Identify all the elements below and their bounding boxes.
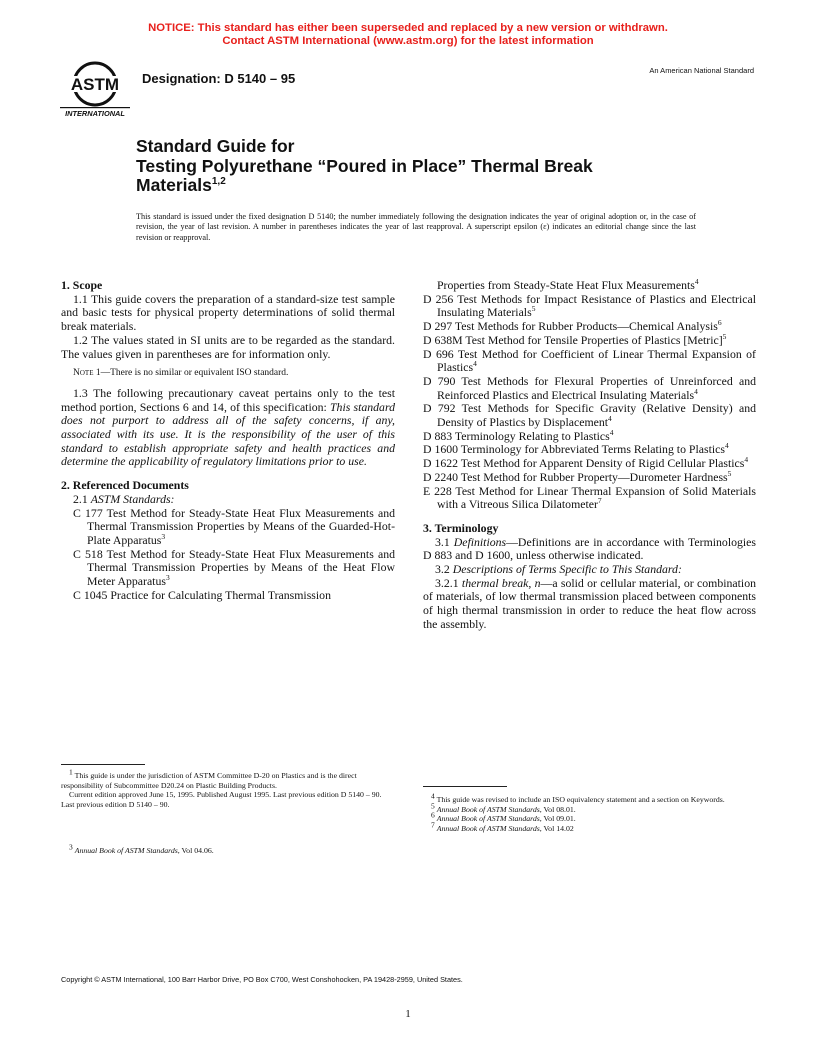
ref-text: C 1045 Practice for Calculating Thermal Transmission xyxy=(73,587,331,602)
footnote-1 xyxy=(61,767,395,790)
title-word: Materials xyxy=(136,175,212,195)
ref-text: E 228 Test Method for Linear Thermal Expansion of Solid Materials with a Vitreous Silica Dilatometer xyxy=(423,483,756,512)
footnote-7 xyxy=(423,819,756,834)
ref-text: D 1600 Terminology for Abbreviated Terms Relating to Plastics xyxy=(423,442,725,457)
ref-item xyxy=(423,331,756,348)
footnote-number: 5 xyxy=(431,800,435,810)
ref-item xyxy=(73,548,395,589)
logo-international-text: INTERNATIONAL xyxy=(65,109,125,118)
footnote-book: Annual Book of ASTM Standards xyxy=(436,804,540,814)
section-2-heading: 2. Referenced Documents xyxy=(61,478,189,493)
issuance-statement: This standard is issued under the fixed designation D 5140; the number immediately following the designation indicates the year of original adoption or, in the case of revision, the year of last revision. A number in parentheses indicates the year of last reapproval. A superscript epsilon (ε) indicates an editorial change since the last revision or reapproval. xyxy=(136,212,696,242)
ref-footnote: 3 xyxy=(165,573,170,583)
footnote-volume: , Vol 04.06. xyxy=(177,846,214,855)
withdrawal-notice xyxy=(0,22,816,48)
footnote-volume: , Vol 08.01. xyxy=(539,804,576,814)
footnote-number: 7 xyxy=(431,819,435,829)
notice-line-2: Contact ASTM International (www.astm.org) for the latest information xyxy=(222,35,594,47)
subsection-number: 3.1 xyxy=(435,534,450,549)
ref-item xyxy=(423,293,756,320)
terminology-3-1 xyxy=(423,536,756,563)
footnote-book: Annual Book of ASTM Standards xyxy=(74,846,178,855)
ref-text: Properties from Steady-State Heat Flux Measurements xyxy=(437,278,695,292)
ref-text: D 792 Test Methods for Specific Gravity (Relative Density) and Density of Plastics by Displacement xyxy=(423,401,756,430)
defined-term: thermal break, n xyxy=(461,575,541,590)
ref-item xyxy=(423,457,756,471)
astm-logo xyxy=(60,58,130,118)
definition-text: —a solid or cellular material, or combination of materials, of low thermal transmission placed between components of high thermal transmission in order to reduce the heat flow across the assembly. xyxy=(423,575,756,631)
footnote-4 xyxy=(423,791,756,805)
designation: Designation: D 5140 – 95 xyxy=(142,71,296,86)
note-label: Note xyxy=(73,368,94,379)
ref-continuation xyxy=(423,279,756,293)
subsection-label: ASTM Standards: xyxy=(90,491,175,506)
footnote-number: 3 xyxy=(69,842,73,852)
footnote-rule-right xyxy=(423,786,507,787)
title-line-1: Standard Guide for xyxy=(136,136,295,156)
ref-text: D 696 Test Method for Coefficient of Linear Thermal Expansion of Plastics xyxy=(423,346,756,375)
ref-footnote: 4 xyxy=(473,359,477,369)
footnote-book: Annual Book of ASTM Standards xyxy=(436,823,540,833)
title-footnote-ref: 1,2 xyxy=(211,176,226,188)
section-3-heading: 3. Terminology xyxy=(423,520,499,535)
ref-item xyxy=(73,589,395,603)
footnote-volume: , Vol 09.01. xyxy=(539,814,576,823)
title-line-3 xyxy=(136,176,696,196)
ref-footnote: 4 xyxy=(609,427,614,437)
note-1 xyxy=(73,367,395,381)
copyright-line: Copyright © ASTM International, 100 Barr Harbor Drive, PO Box C700, West Conshohocken, PA 19428-2959, United States. xyxy=(61,975,463,984)
ref-text: C 177 Test Method for Steady-State Heat Flux Measurements and Thermal Transmission Properties by Means of the Guarded-Hot-Plate Apparatus xyxy=(73,505,395,547)
ref-footnote: 6 xyxy=(717,318,722,328)
ref-item xyxy=(423,468,756,485)
ref-text: D 790 Test Methods for Flexural Properties of Unreinforced and Reinforced Plastics and Electrical Insulating Materials xyxy=(423,373,756,402)
astm-logo-icon xyxy=(60,58,130,118)
title-line-2: Testing Polyurethane “Poured in Place” Thermal Break xyxy=(136,155,593,176)
footnote-text: This guide is under the jurisdiction of ASTM Committee D-20 on Plastics and is the direct responsibility of Subcommittee D20.24 on Plastic Building Products. xyxy=(61,771,357,790)
ref-list-right xyxy=(423,293,756,512)
ref-item xyxy=(73,507,395,548)
subsection-label: Definitions xyxy=(453,534,507,549)
ref-footnote: 3 xyxy=(161,532,166,542)
document-title xyxy=(136,137,696,196)
right-column xyxy=(423,279,756,632)
footnote-3 xyxy=(61,842,395,856)
safety-caveat: This standard does not purport to address all of the safety concerns, if any, associated with its use. It is the responsibility of the user of this standard to establish appropriate safety and health practices and determine the applicability of regulatory limitations prior to use. xyxy=(61,399,396,469)
ref-text: D 883 Terminology Relating to Plastics xyxy=(423,428,610,443)
ref-footnote: 5 xyxy=(722,331,727,341)
ref-text: D 2240 Test Method for Rubber Property—Durometer Hardness xyxy=(423,469,728,484)
ref-footnote: 7 xyxy=(597,496,602,506)
subsection-label: Descriptions of Terms Specific to This Standard: xyxy=(452,562,682,577)
footnote-5 xyxy=(423,800,756,815)
ref-text: D 256 Test Methods for Impact Resistance of Plastics and Electrical Insulating Materials xyxy=(423,291,756,320)
notice-line-1: NOTICE: This standard has either been superseded and replaced by a new version or withdrawn. xyxy=(148,22,668,34)
svg-text:ASTM: ASTM xyxy=(70,75,120,94)
ref-item xyxy=(423,402,756,429)
ref-footnote: 5 xyxy=(531,304,536,314)
footnote-number: 6 xyxy=(431,810,435,820)
footnote-1-edition: Current edition approved June 15, 1995. Published August 1995. Last previous edition D 5140 – 90. Last previous edition D 5140 – 90. xyxy=(61,790,382,809)
ref-text: D 638M Test Method for Tensile Properties of Plastics [Metric] xyxy=(423,332,723,347)
footnote-text: This guide was revised to include an ISO equivalency statement and a section on Keywords. xyxy=(436,795,725,804)
subsection-text: —Definitions are in accordance with Terminologies D 883 and D 1600, unless otherwise indicated. xyxy=(423,534,756,563)
ref-text: D 297 Test Methods for Rubber Products—Chemical Analysis xyxy=(423,319,718,334)
ref-footnote: 4 xyxy=(724,441,729,451)
ref-list-left xyxy=(61,507,395,603)
footnote-number: 4 xyxy=(431,791,435,801)
ref-footnote: 4 xyxy=(744,455,749,465)
footnote-number: 1 xyxy=(69,767,73,777)
scope-1-3-text: 1.3 The following precautionary caveat pertains only to the test method portion, Sections 6 and 14, of this specification: xyxy=(61,385,395,414)
ref-item xyxy=(423,320,756,334)
astm-standards-subheading xyxy=(61,493,395,507)
ref-item xyxy=(423,375,756,402)
ref-item xyxy=(423,485,756,512)
ref-item xyxy=(423,348,756,375)
ref-text: C 518 Test Method for Steady-State Heat Flux Measurements and Thermal Transmission Properties by Means of the Heat Flow Meter Apparatus xyxy=(73,546,395,589)
ref-footnote: 4 xyxy=(694,386,698,396)
ref-text: D 1622 Test Method for Apparent Density of Rigid Cellular Plastics xyxy=(423,456,745,471)
terminology-3-2 xyxy=(423,563,756,577)
ref-footnote: 4 xyxy=(608,414,612,424)
footnote-rule-left xyxy=(61,764,145,765)
footnote-volume: , Vol 14.02 xyxy=(539,823,574,833)
subsection-number: 2.1 xyxy=(73,491,88,506)
left-column xyxy=(61,279,395,602)
scope-1-1: 1.1 This guide covers the preparation of a standard-size test sample and basic tests for physical property determinations of solid thermal break materials. xyxy=(61,291,395,334)
ref-footnote: 4 xyxy=(694,277,699,287)
subsection-number: 3.2 xyxy=(435,562,450,577)
section-1-heading: 1. Scope xyxy=(61,278,103,292)
ref-footnote: 5 xyxy=(727,468,732,478)
footnotes-left xyxy=(61,767,395,809)
footnote-book: Annual Book of ASTM Standards xyxy=(436,814,540,823)
footnote-3-block xyxy=(61,842,395,856)
scope-1-3 xyxy=(61,387,395,469)
footnotes-right xyxy=(423,791,756,833)
subsection-number: 3.2.1 xyxy=(435,575,459,590)
scope-1-2: 1.2 The values stated in SI units are to be regarded as the standard. The values given in parentheses are for information only. xyxy=(61,332,395,361)
terminology-3-2-1 xyxy=(423,577,756,632)
note-text: 1—There is no similar or equivalent ISO standard. xyxy=(95,368,289,379)
footnote-6 xyxy=(423,810,756,824)
page-number: 1 xyxy=(405,1008,411,1020)
american-national-standard: An American National Standard xyxy=(649,66,754,75)
